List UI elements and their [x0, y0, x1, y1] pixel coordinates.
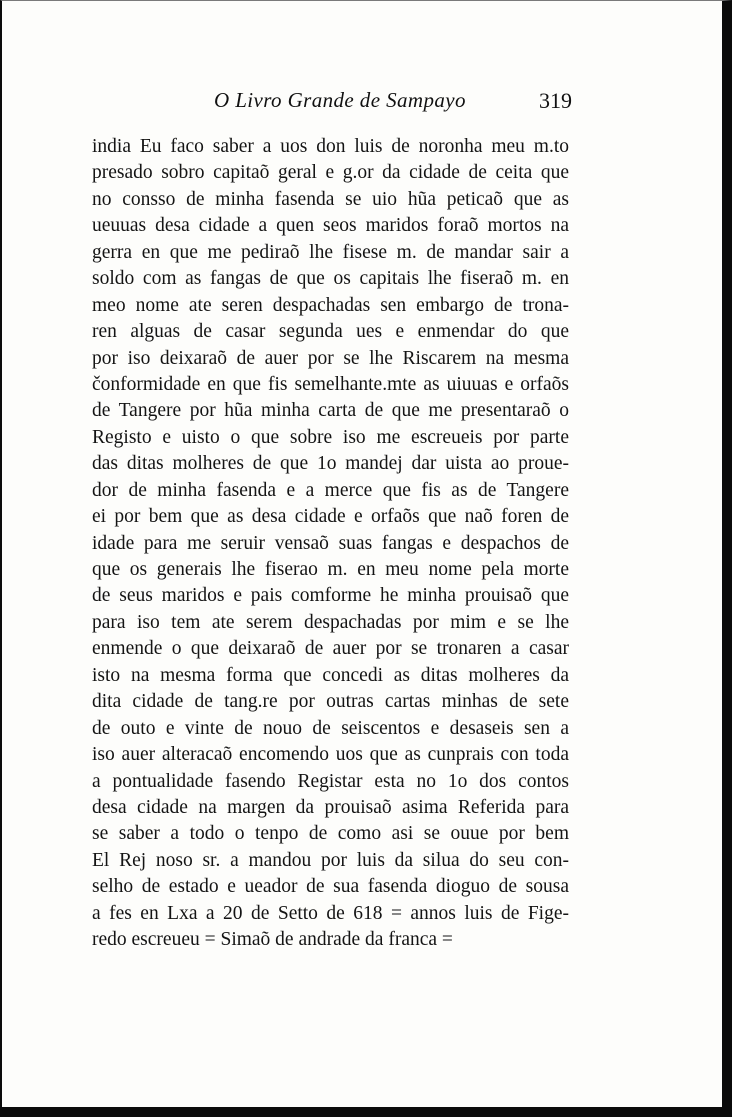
text-line: El Rej noso sr. a mandou por luis da silua do seu con- — [92, 849, 569, 871]
text-line: idade para me seruir vensaõ suas fangas e despachos de — [92, 532, 569, 554]
text-line: redo escreueu = Simaõ de andrade da franca = — [92, 929, 453, 951]
text-line: meo nome ate seren despachadas sen embargo de trona- — [92, 294, 569, 316]
text-line: selho de estado e ueador de sua fasenda dioguo de sousa — [92, 876, 569, 898]
text-line: Registo e uisto o que sobre iso me escreueis por parte — [92, 426, 569, 448]
text-line: čonformidade en que fis semelhante.mte as uiuuas e orfaõs — [92, 373, 569, 395]
text-line: de seus maridos e pais comforme he minha prouisaõ que — [92, 585, 569, 607]
page-number: 319 — [539, 88, 572, 113]
text-line: que os generais lhe fiserao m. en meu nome pela morte — [92, 559, 569, 580]
text-line: gerra en que me pediraõ lhe fisese m. de mandar sair a — [92, 241, 569, 263]
text-line: enmende o que deixaraõ de auer por se tronaren a casar — [92, 638, 569, 660]
text-line: presado sobro capitaõ geral e g.or da cidade de ceita que — [92, 162, 569, 184]
text-line: se saber a todo o tenpo de como asi se ouue por bem — [92, 823, 569, 845]
page-header — [92, 86, 572, 122]
text-line: de Tangere por hũa minha carta de que me presentaraõ o — [92, 400, 569, 422]
body-text — [92, 134, 569, 954]
text-line: das ditas molheres de que 1o mandej dar uista ao proue- — [92, 453, 569, 475]
text-line: dor de minha fasenda e a merce que fis as de Tangere — [92, 479, 569, 501]
text-line: para iso tem ate serem despachadas por mim e se lhe — [92, 611, 569, 633]
text-line: no consso de minha fasenda se uio hũa peticaõ que as — [92, 188, 569, 210]
text-line: desa cidade na margen da prouisaõ asima Referida para — [92, 796, 569, 818]
text-line: dita cidade de tang.re por outras cartas minhas de sete — [92, 691, 569, 713]
text-line: iso auer alteracaõ encomendo uos que as cunprais con toda — [92, 744, 569, 766]
text-line: ei por bem que as desa cidade e orfaõs que naõ foren de — [92, 506, 569, 528]
text-line: a pontualidade fasendo Registar esta no 1o dos contos — [92, 770, 569, 792]
text-line: de outo e vinte de nouo de seiscentos e desaseis sen a — [92, 717, 569, 739]
text-line: india Eu faco saber a uos don luis de noronha meu m.to — [92, 136, 569, 157]
text-line: ren alguas de casar segunda ues e enmendar do que — [92, 321, 569, 343]
text-line: ueuuas desa cidade a quen seos maridos foraõ mortos na — [92, 215, 569, 237]
text-line: por iso deixaraõ de auer por se lhe Riscarem na mesma — [92, 347, 569, 369]
text-line: isto na mesma forma que concedi as ditas molheres da — [92, 664, 569, 686]
text-line: a fes en Lxa a 20 de Setto de 618 = annos luis de Fige- — [92, 902, 569, 924]
text-line: soldo com as fangas de que os capitais lhe fiseraõ m. en — [92, 268, 569, 290]
running-title: O Livro Grande de Sampayo — [214, 88, 466, 112]
